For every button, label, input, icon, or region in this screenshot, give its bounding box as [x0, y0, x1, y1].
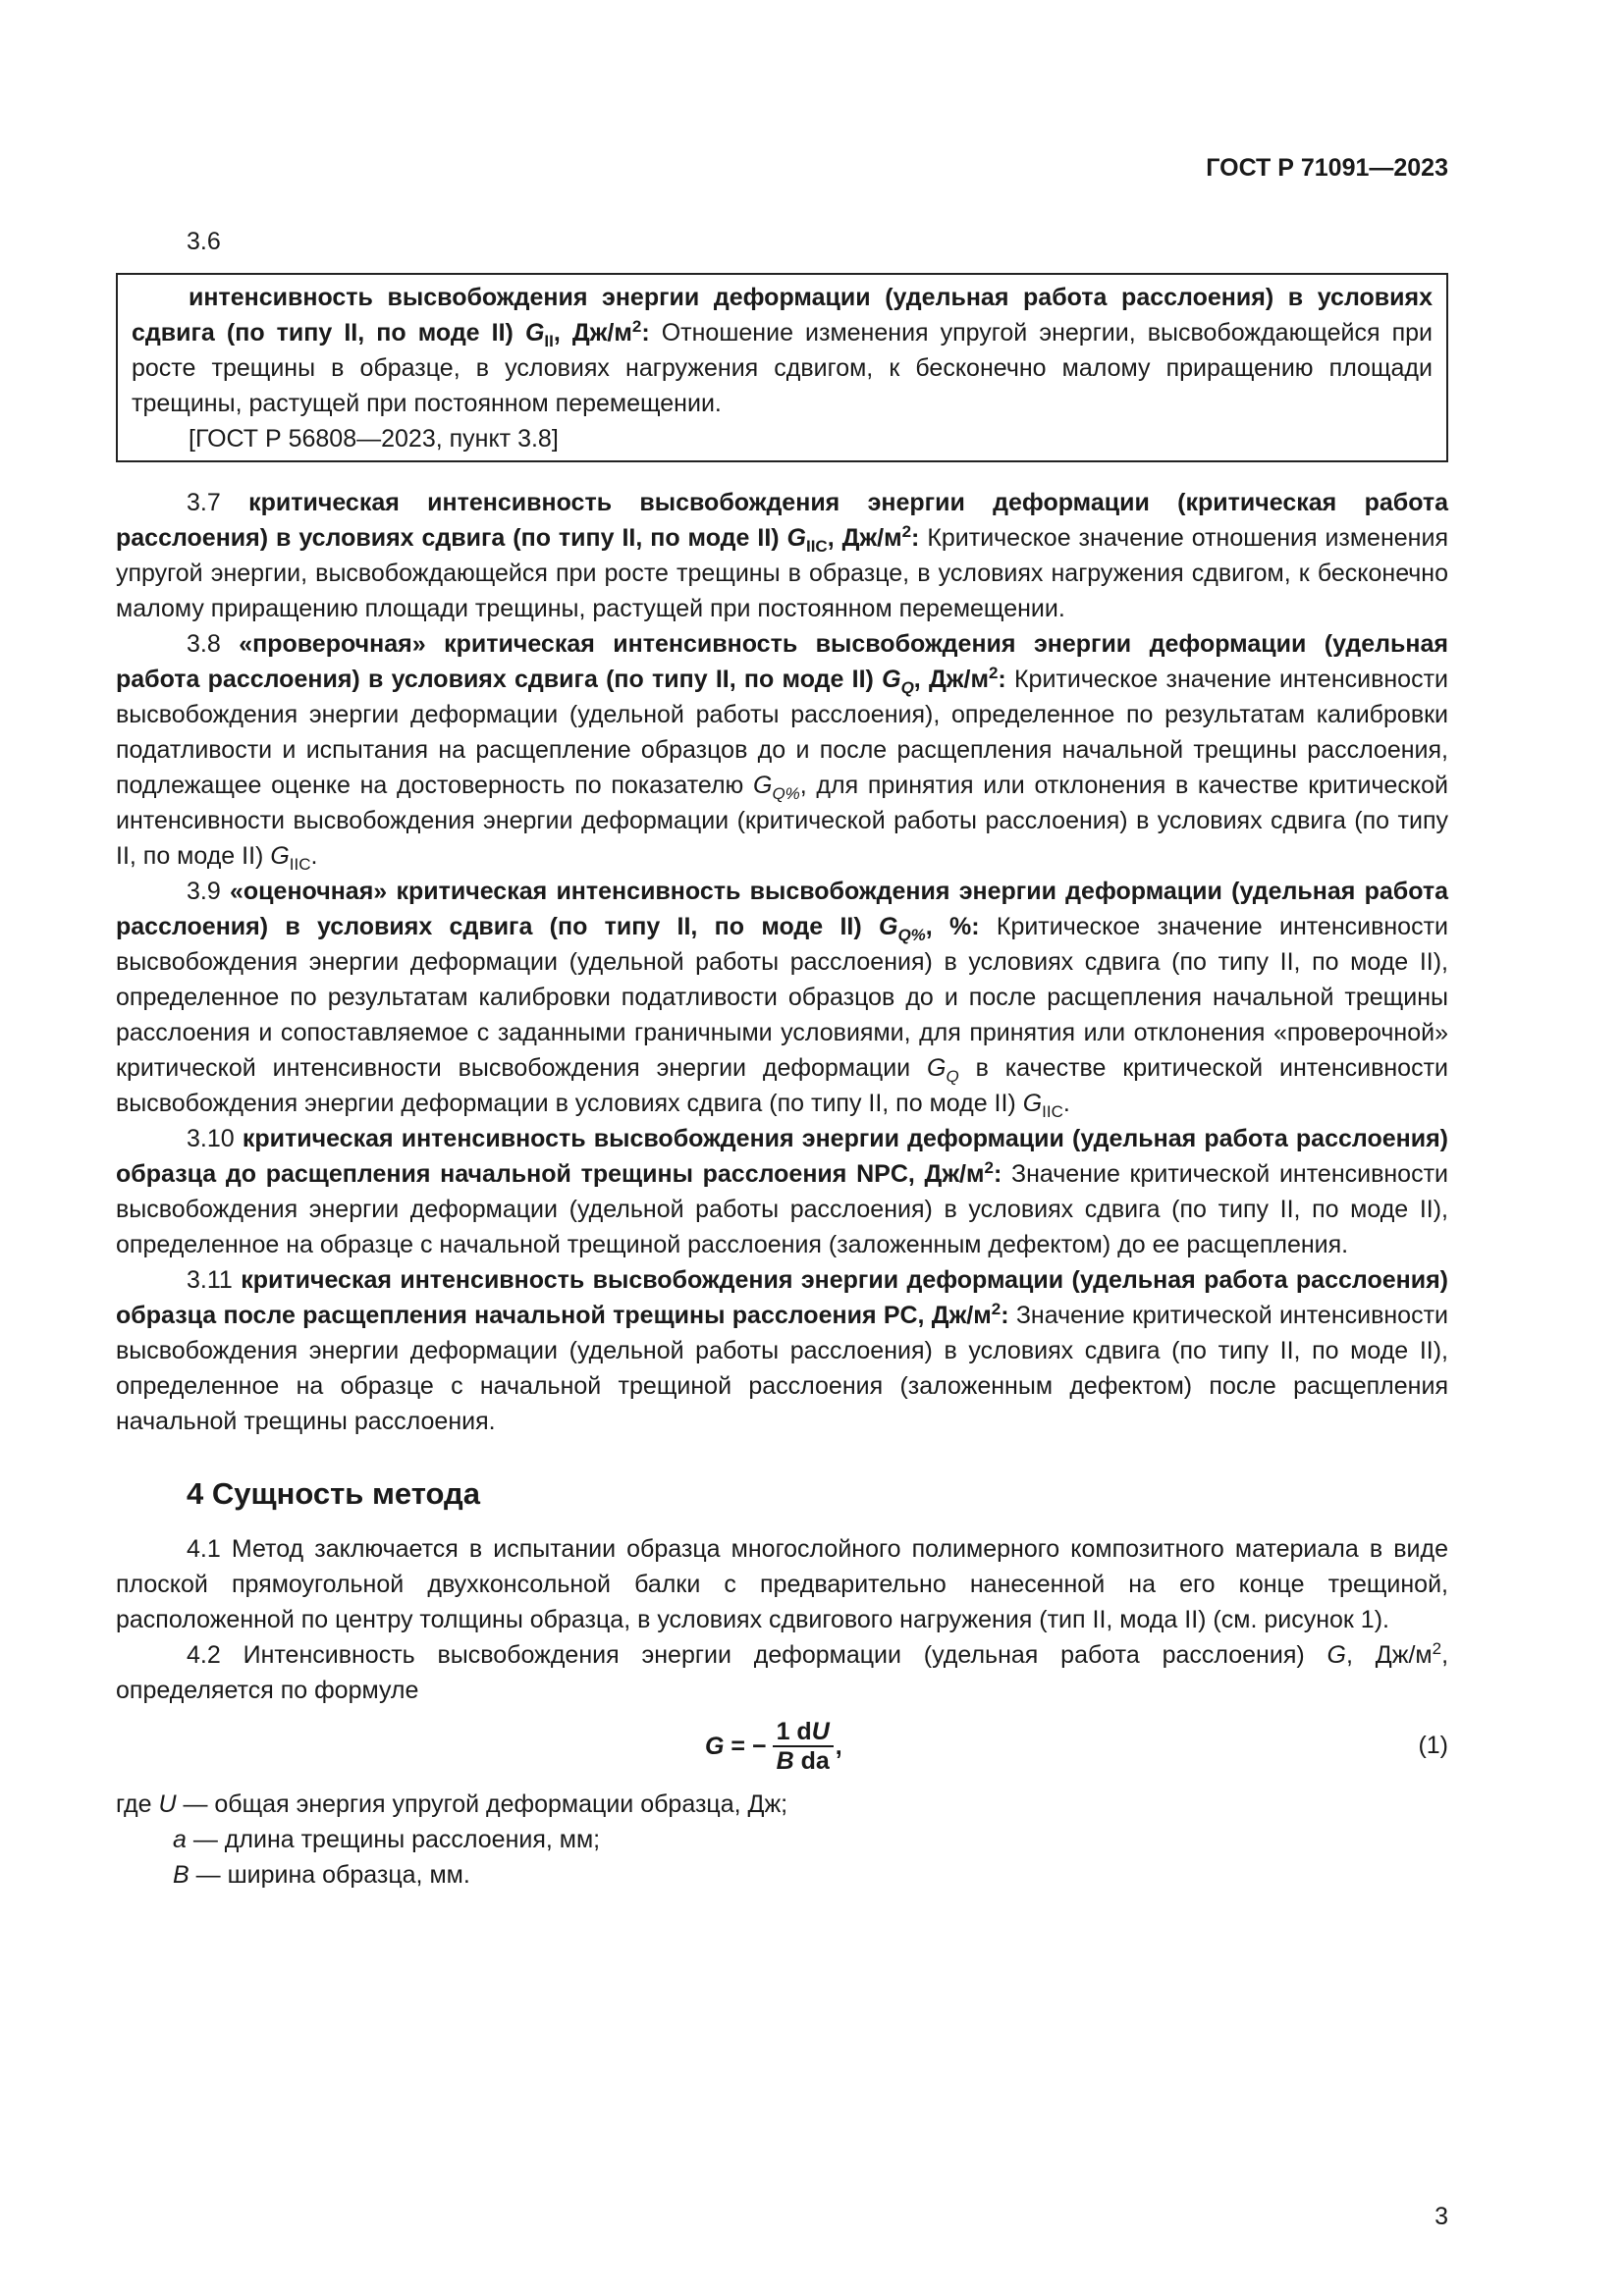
where-a: [116, 1822, 1448, 1857]
term-3-6-text: [132, 280, 1433, 421]
term-3-9-end-symbol: G: [1022, 1090, 1043, 1117]
term-3-10-number: 3.10: [187, 1125, 243, 1152]
term-3-9-definition-a: Критическое значение интенсивности высвобождения энергии деформации (удельной работы расслоения) в условиях сдвига (по типу II, по моде II), определенное по результатам калибровки податливости образцов до и после расщепления начальной трещины расслоения и сопоставляемое с заданными граничными условиями, для принятия или отклонения «проверочной» критической интенсивности высвобождения энергии деформации: [116, 913, 1448, 1082]
formula-1: [705, 1718, 842, 1775]
paragraph-4-2: [116, 1637, 1448, 1708]
term-3-11-definition: Значение критической интенсивности высвобождения энергии деформации (удельной работы расслоения) в условиях сдвига (по типу II, по моде II), определенное на образце с начальной трещиной расслоения (заложенным дефектом) после расщепления начальной трещины расслоения.: [116, 1302, 1448, 1435]
page-number: 3: [1435, 2203, 1448, 2230]
term-3-9-term: «оценочная» критическая интенсивность высвобождения энергии деформации (удельная работа расслоения) в условиях сдвига (по типу II, по моде II): [116, 878, 1448, 940]
where-a-text: — длина трещины расслоения, мм;: [186, 1826, 601, 1853]
term-3-9-ref-sub: Q: [946, 1067, 959, 1086]
formula-numerator-a: 1 d: [776, 1718, 812, 1745]
term-3-9-end-sub: IIC: [1042, 1102, 1063, 1121]
term-3-8-end-symbol: G: [270, 842, 290, 870]
term-3-8-unit-sup: 2: [988, 664, 999, 682]
paragraph-4-2-symbol: G: [1326, 1641, 1346, 1669]
term-3-7-colon: :: [911, 524, 920, 552]
term-3-8-definition-a: Критическое значение интенсивности высвобождения энергии деформации (удельной работы расслоения), определенное по результатам калибровки податливости и испытания на расщепление образцов до и после расщепления начальной трещины расслоения, подлежащее оценке на достоверность по показателю: [116, 666, 1448, 799]
term-3-11-colon: :: [1001, 1302, 1009, 1329]
term-3-10-unit-sup: 2: [984, 1158, 994, 1177]
term-3-7: [116, 485, 1448, 626]
formula-denominator-b: da: [793, 1747, 830, 1775]
term-3-9-ref-symbol: G: [927, 1054, 947, 1082]
where-u-text: — общая энергия упругой деформации образца, Дж;: [176, 1790, 788, 1818]
term-3-6-symbol-sub: II: [544, 332, 554, 350]
term-3-6-term: интенсивность высвобождения энергии деформации (удельная работа расслоения) в условиях сдвига (по типу II, по моде II): [132, 284, 1433, 347]
term-3-8-symbol: G: [882, 666, 901, 693]
formula-1-row: [116, 1710, 1448, 1781]
section-4-title: 4 Сущность метода: [187, 1476, 480, 1511]
term-3-7-unit: , Дж/м: [827, 524, 902, 552]
term-3-8-ref-sub: Q%: [772, 784, 800, 803]
paragraph-4-2-text-a: 4.2 Интенсивность высвобождения энергии деформации (удельная работа расслоения): [187, 1641, 1327, 1669]
formula-numerator-b: U: [811, 1718, 830, 1745]
term-3-10-definition: Значение критической интенсивности высвобождения энергии деформации (удельной работы расслоения) в условиях сдвига (по типу II, по моде II), определенное на образце с начальной трещиной расслоения (заложенным дефектом) до ее расщепления.: [116, 1160, 1448, 1258]
term-3-7-symbol-sub: IIC: [805, 537, 828, 556]
term-3-7-definition: Критическое значение отношения изменения упругой энергии, высвобождающейся при росте трещины в образце, в условиях нагружения сдвигом, к бесконечно малому приращению площади трещины, растущей при постоянном перемещении.: [116, 524, 1448, 622]
term-3-8-symbol-sub: Q: [900, 678, 914, 697]
formula-denominator: [773, 1747, 834, 1775]
term-3-9-symbol-sub: Q%: [897, 926, 926, 944]
term-3-11-unit-sup: 2: [991, 1300, 1001, 1318]
formula-fraction: [773, 1718, 834, 1775]
term-3-8: [116, 626, 1448, 874]
where-a-symbol: a: [173, 1826, 187, 1853]
paragraph-4-2-text-c: , определяется по формуле: [116, 1641, 1449, 1704]
doc-header-code: ГОСТ Р 71091—2023: [1206, 154, 1448, 182]
where-u-symbol: U: [158, 1790, 177, 1818]
formula-comma: ,: [835, 1733, 842, 1760]
term-3-6-unit-sup: 2: [631, 317, 642, 336]
where-b: [116, 1857, 1448, 1893]
term-3-8-term: «проверочная» критическая интенсивность высвобождения энергии деформации (удельная работа расслоения) в условиях сдвига (по типу II, по моде II): [116, 630, 1448, 693]
term-3-8-ref-symbol: G: [753, 772, 773, 799]
term-3-8-number: 3.8: [187, 630, 240, 658]
term-3-6-unit: , Дж/м: [553, 319, 632, 347]
term-3-8-end-sub: IIC: [289, 855, 311, 874]
formula-denominator-a: B: [776, 1747, 794, 1775]
document-body: [116, 485, 1448, 1893]
formula-equals: =: [724, 1733, 752, 1760]
term-3-9-symbol: G: [879, 913, 898, 940]
term-3-7-unit-sup: 2: [901, 522, 912, 541]
term-3-8-colon: :: [998, 666, 1006, 693]
term-3-6-colon: :: [641, 319, 650, 347]
term-3-6-box: [116, 273, 1448, 462]
term-3-9-end-dot: .: [1062, 1090, 1070, 1117]
where-b-symbol: B: [173, 1861, 189, 1889]
term-3-9-definition-b: в качестве критической интенсивности высвобождения энергии деформации в условиях сдвига (по типу II, по моде II): [116, 1054, 1448, 1117]
term-3-7-number: 3.7: [187, 489, 249, 516]
term-3-9-unit: , %:: [925, 913, 980, 940]
term-3-11-term: критическая интенсивность высвобождения энергии деформации (удельная работа расслоения) образца после расщепления начальной трещины расслоения PC, Дж/м: [116, 1266, 1449, 1329]
formula-number: (1): [1418, 1732, 1448, 1759]
term-3-9: [116, 874, 1448, 1121]
term-3-7-symbol: G: [786, 524, 806, 552]
term-3-11: [116, 1262, 1448, 1439]
formula-minus: −: [751, 1733, 767, 1760]
term-3-8-definition-b: , для принятия или отклонения в качестве критической интенсивности высвобождения энергии деформации (критической работы расслоения) в условиях сдвига (по типу II, по моде II): [116, 772, 1448, 870]
term-3-10-term: критическая интенсивность высвобождения энергии деформации (удельная работа расслоения) образца до расщепления начальной трещины расслоения NPC, Дж/м: [116, 1125, 1449, 1188]
term-3-6-symbol: G: [524, 319, 545, 347]
paragraph-4-2-sup: 2: [1432, 1639, 1442, 1658]
term-3-7-term: критическая интенсивность высвобождения энергии деформации (критическая работа расслоения) в условиях сдвига (по типу II, по моде II): [116, 489, 1448, 552]
paragraph-4-1: 4.1 Метод заключается в испытании образца многослойного полимерного композитного материала в виде плоской прямоугольной двухконсольной балки с предварительно нанесенной на его конце трещиной, расположенной по центру толщины образца, в условиях сдвигового нагружения (тип II, мода II) (см. рисунок 1).: [116, 1535, 1448, 1633]
where-lead: где: [116, 1790, 159, 1818]
term-3-8-end-dot: .: [310, 842, 318, 870]
formula-lhs: G: [705, 1733, 725, 1760]
term-3-6-number: 3.6: [187, 228, 221, 255]
term-3-6-definition: Отношение изменения упругой энергии, высвобождающейся при росте трещины в образце, в условиях нагружения сдвигом, к бесконечно малому приращению площади трещины, растущей при постоянном перемещении.: [132, 319, 1433, 417]
paragraph-4-2-text-b: , Дж/м: [1346, 1641, 1433, 1669]
term-3-11-number: 3.11: [187, 1266, 242, 1294]
term-3-6-reference: [ГОСТ Р 56808—2023, пункт 3.8]: [189, 425, 559, 453]
term-3-8-unit: , Дж/м: [913, 666, 989, 693]
formula-numerator: [773, 1718, 834, 1747]
term-3-9-number: 3.9: [187, 878, 230, 905]
term-3-10: [116, 1121, 1448, 1262]
where-u: [116, 1787, 1448, 1822]
term-3-10-colon: :: [993, 1160, 1002, 1188]
where-b-text: — ширина образца, мм.: [189, 1861, 470, 1889]
